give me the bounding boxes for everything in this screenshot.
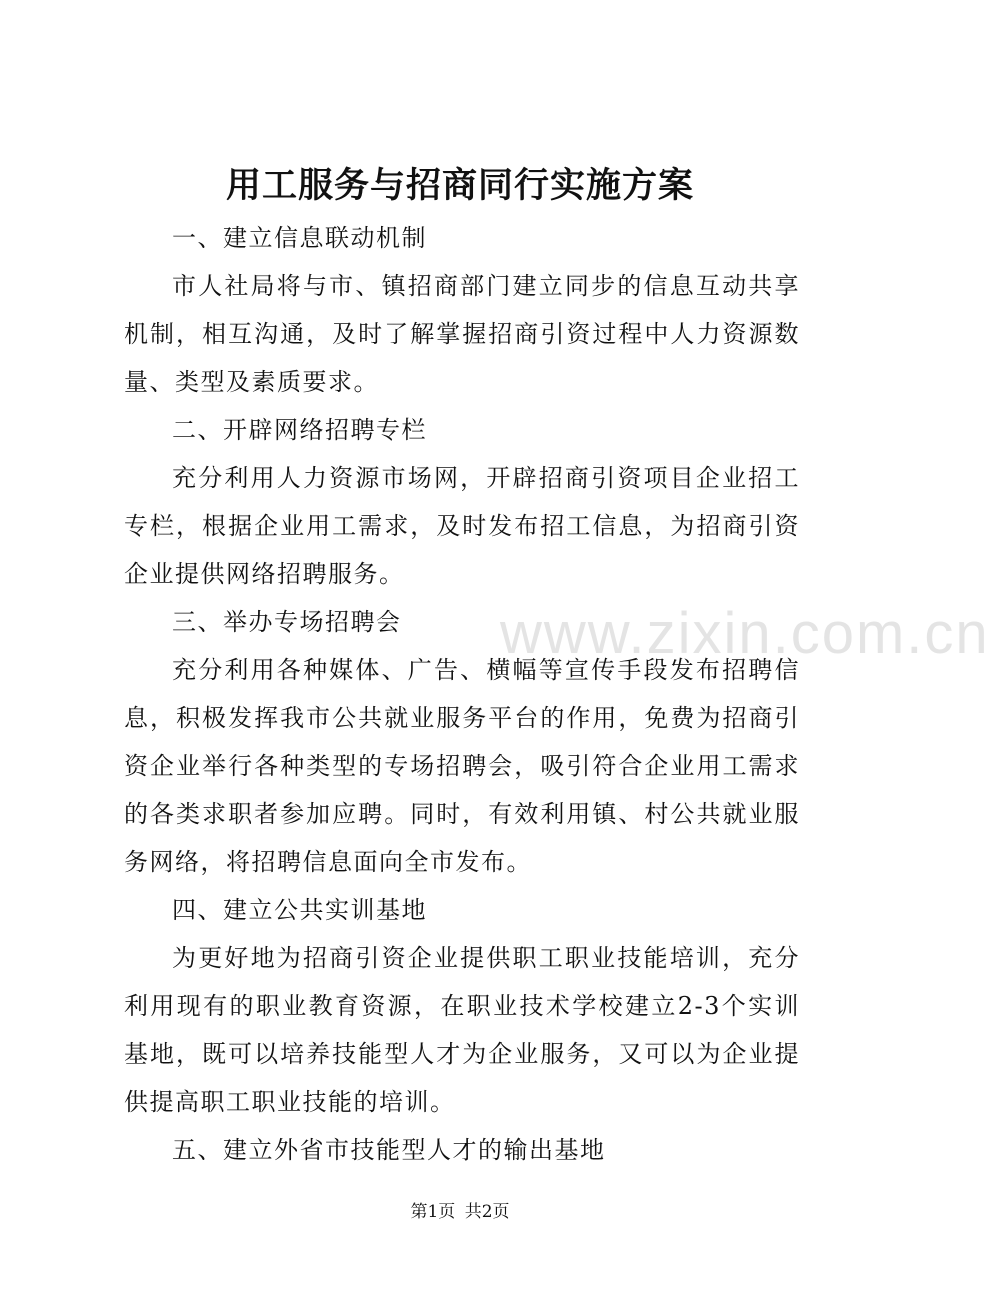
watermark: www.zixin.com.cn (500, 601, 990, 666)
section-heading-3: 三、举办专场招聘会 (172, 608, 402, 636)
page-number: 第1页 (410, 1202, 456, 1222)
paragraph-3: 充分利用各种媒体、广告、横幅等宣传手段发布招聘信息，积极发挥我市公共就业服务平台的作用，免费为招商引资企业举行各种类型的专场招聘会，吸引符合企业用工需求的各类求职者参加应聘。同时，有效利用镇、村公共就业服务网络，将招聘信息面向全市发布。 (124, 656, 800, 876)
document-title: 用工服务与招商同行实施方案 (225, 165, 694, 206)
page-total: 共2页 (464, 1202, 510, 1222)
paragraph-4: 为更好地为招商引资企业提供职工职业技能培训，充分利用现有的职业教育资源，在职业技术学校建立2-3个实训基地，既可以培养技能型人才为企业服务，又可以为企业提供提高职工职业技能的培训。 (124, 944, 800, 1116)
section-heading-4: 四、建立公共实训基地 (172, 896, 427, 924)
paragraph-1: 市人社局将与市、镇招商部门建立同步的信息互动共享机制，相互沟通，及时了解掌握招商引资过程中人力资源数量、类型及素质要求。 (124, 272, 800, 396)
paragraph-2: 充分利用人力资源市场网，开辟招商引资项目企业招工专栏，根据企业用工需求，及时发布招工信息，为招商引资企业提供网络招聘服务。 (124, 464, 800, 588)
section-heading-2: 二、开辟网络招聘专栏 (172, 416, 427, 444)
section-heading-1: 一、建立信息联动机制 (172, 224, 427, 252)
document-body (124, 214, 800, 1174)
page-footer (0, 1200, 920, 1224)
section-heading-5: 五、建立外省市技能型人才的输出基地 (172, 1136, 606, 1164)
